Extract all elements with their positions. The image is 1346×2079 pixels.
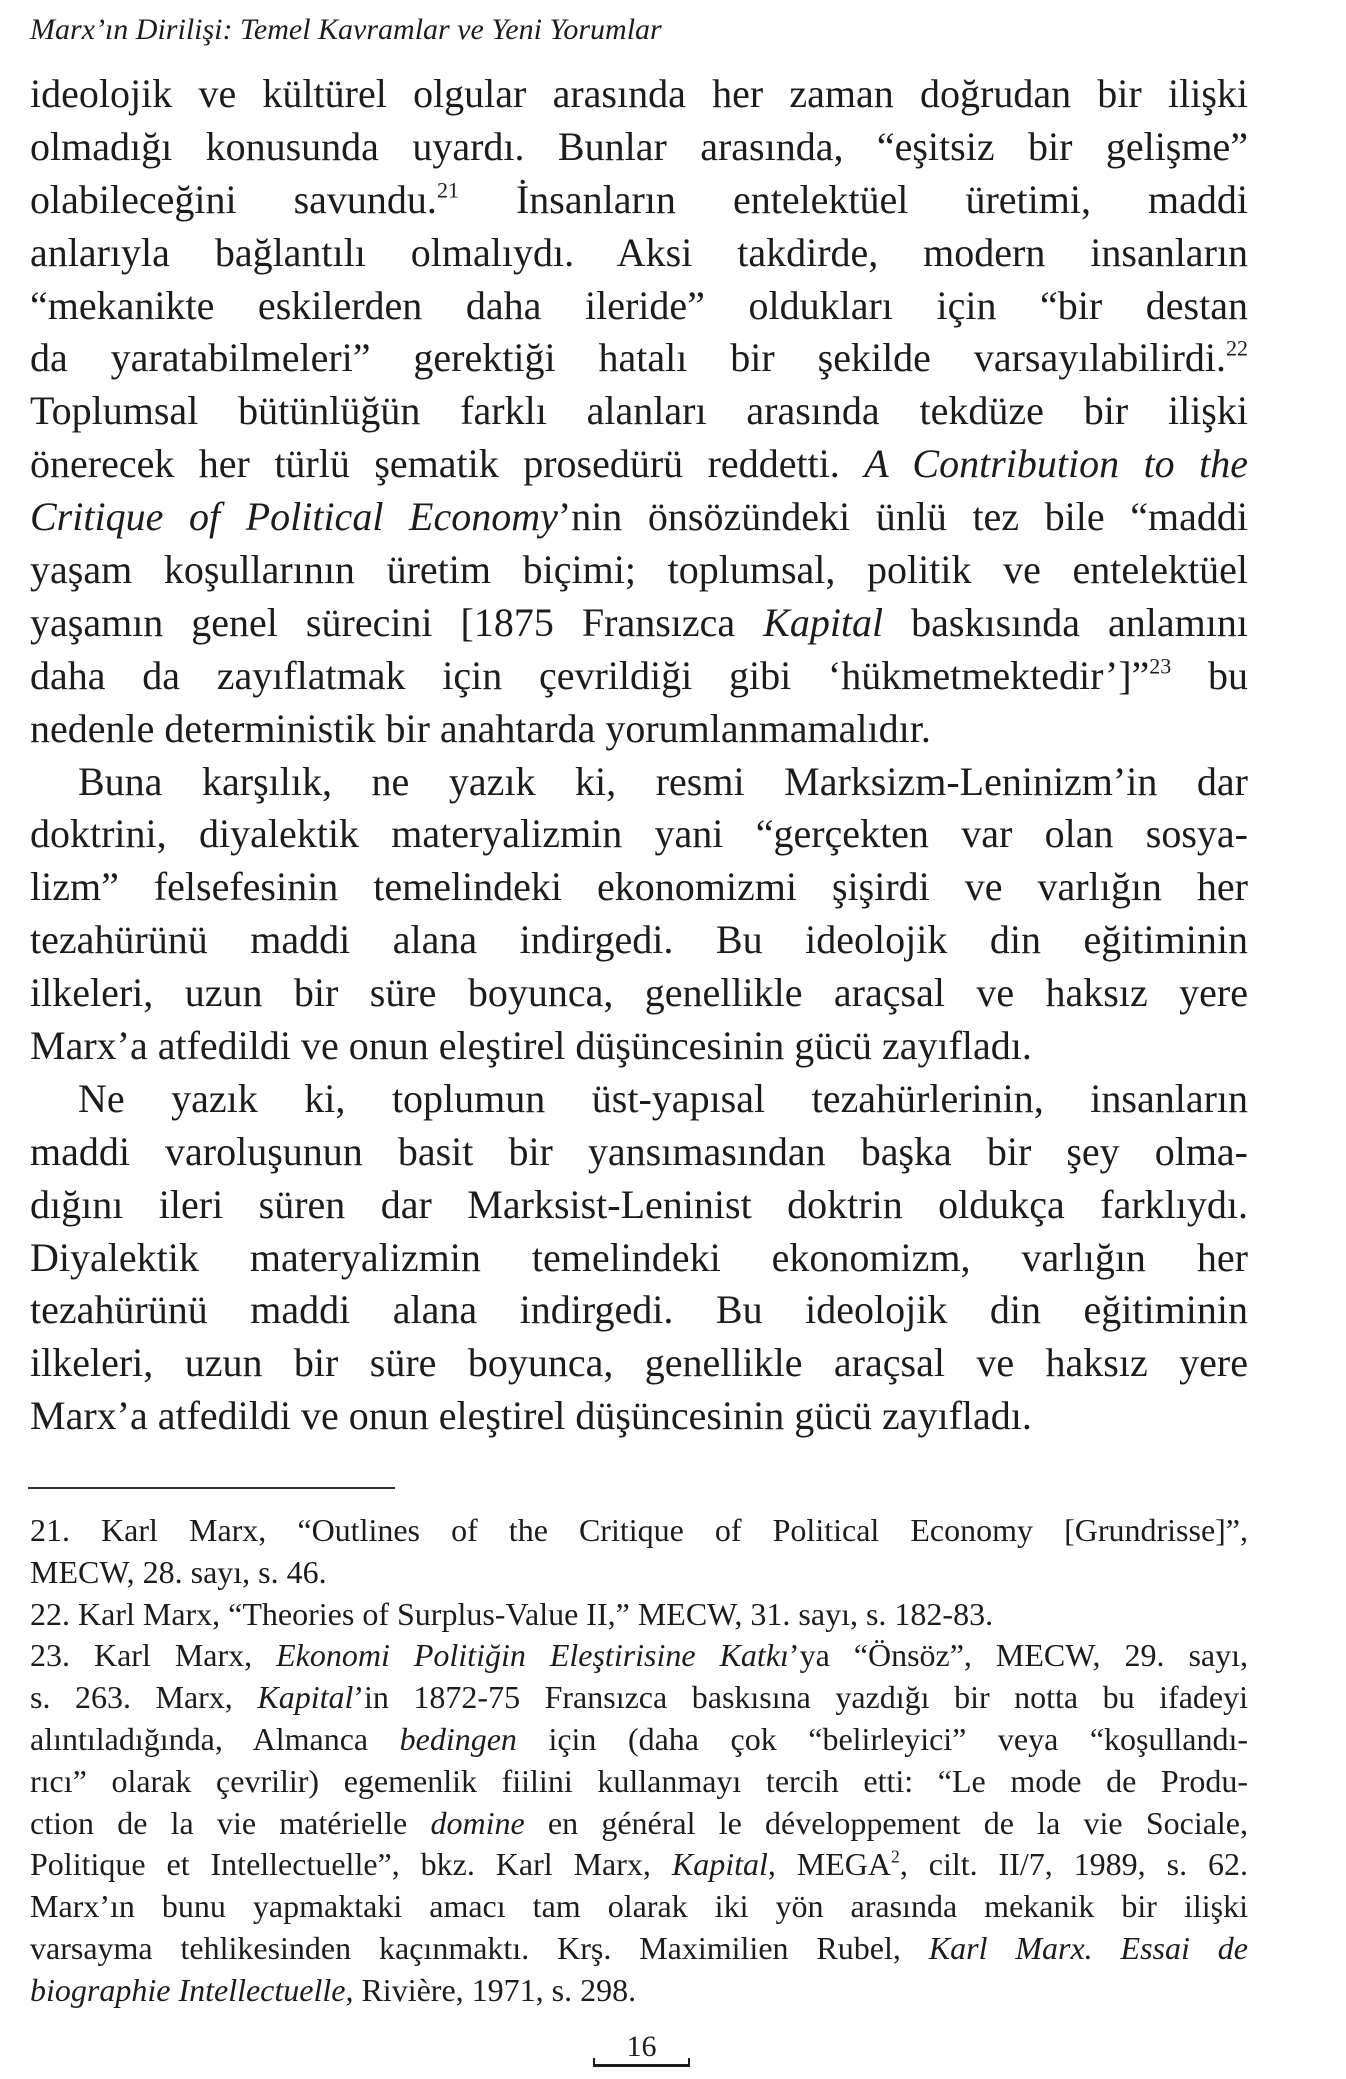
footnotes <box>30 1510 1248 2012</box>
text-run: ideolojik ve kültürel olgular arasında her zaman doğrudan bir ilişki <box>30 71 1248 116</box>
text-run: İnsanların entelektüel üretimi, maddi <box>458 176 1248 222</box>
italic-text: Critique of Political Economy <box>30 494 558 540</box>
footnote-ref: 23 <box>1149 653 1172 679</box>
text-run: için (daha çok “belirleyici” veya “koşullandı- <box>516 1720 1248 1757</box>
text-run: Marx’ın bunu yapmaktaki amacı tam olarak iki yön arasında mekanik bir ilişki <box>30 1888 1248 1925</box>
text-run: varsayma tehlikesinden kaçınmaktı. Krş. Maximilien Rubel, <box>30 1929 929 1966</box>
italic-text: biographie Intellectuelle, <box>30 1971 354 2008</box>
text-run: 21. Karl Marx, “Outlines of the Critique of Political Economy [Grundrisse]”, <box>30 1512 1248 1548</box>
italic-text: Karl Marx. Essai de <box>928 1929 1248 1966</box>
body-line <box>30 280 1248 333</box>
footnote-line <box>30 1844 1248 1886</box>
text-run: yaşam koşullarının üretim biçimi; toplumsal, politik ve entelektüel <box>30 547 1248 593</box>
text-run: ilkeleri, uzun bir süre boyunca, genellikle araçsal ve haksız yere <box>30 970 1248 1016</box>
text-run: ’nin önsözündeki ünlü tez bile “maddi <box>557 494 1248 540</box>
footnote-line <box>30 1886 1248 1928</box>
italic-text: Ekonomi Politiğin Eleştirisine Katkı <box>276 1637 789 1674</box>
text-run: önerecek her türlü şematik prosedürü reddetti. <box>30 441 865 487</box>
body-line <box>30 174 1248 227</box>
text-run: olabileceğini savundu. <box>30 176 437 222</box>
body-line <box>30 756 1248 809</box>
footnote-ref: 2 <box>891 1847 900 1868</box>
body-line <box>30 1179 1248 1232</box>
body-line <box>30 914 1248 967</box>
body-line <box>30 385 1248 438</box>
text-run: doktrini, diyalektik materyalizmin yani “gerçekten var olan sosya- <box>30 811 1248 857</box>
text-run: MECW, 28. sayı, s. 46. <box>30 1553 327 1590</box>
text-run: alıntıladığında, Almanca <box>30 1720 400 1757</box>
text-run: Rivière, 1971, s. 298. <box>353 1971 637 2008</box>
footnote-ref: 22 <box>1226 336 1248 362</box>
body-line <box>30 808 1248 861</box>
body-line <box>30 121 1248 174</box>
text-run: ’in 1872-75 Fransızca baskısına yazdığı bir notta bu ifadeyi <box>353 1679 1248 1716</box>
text-run: Politique et Intellectuelle”, bkz. Karl Marx, <box>30 1846 672 1883</box>
text-run: Ne yazık ki, toplumun üst-yapısal tezahürlerinin, insanların <box>78 1075 1248 1121</box>
footnote-separator <box>28 1487 395 1489</box>
text-run: olmadığı konusunda uyardı. Bunlar arasında, “eşitsiz bir gelişme” <box>30 123 1248 169</box>
text-run: tezahürünü maddi alana indirgedi. Bu ideolojik din eğitiminin <box>30 917 1248 963</box>
text-run: Buna karşılık, ne yazık ki, resmi Marksizm-Leninizm’in dar <box>78 758 1248 804</box>
italic-text: A Contribution to the <box>864 441 1248 487</box>
body-line <box>30 438 1248 491</box>
text-run: dığını ileri süren dar Marksist-Leninist doktrin oldukça farklıydı. <box>30 1181 1248 1227</box>
text-run: ction de la vie matérielle <box>30 1804 431 1841</box>
text-run: ilkeleri, uzun bir süre boyunca, genellikle araçsal ve haksız yere <box>30 1340 1248 1386</box>
page-number-bracket <box>593 2058 690 2067</box>
text-run: Toplumsal bütünlüğün farklı alanları arasında tekdüze bir ilişki <box>30 388 1248 434</box>
body-line <box>30 332 1248 385</box>
italic-text: bedingen <box>399 1720 517 1757</box>
footnote-line <box>30 1594 1248 1636</box>
text-run: da yaratabilmeleri” gerektiği hatalı bir şekilde varsayılabilirdi. <box>30 335 1226 381</box>
text-run: Marx’a atfedildi ve onun eleştirel düşüncesinin gücü zayıfladı. <box>30 1393 1032 1439</box>
footnote-line <box>30 1928 1248 1970</box>
text-run: rıcı” olarak çevrilir) egemenlik fiilini kullanmayı tercih etti: “Le mode de Produ- <box>30 1762 1248 1799</box>
body-line <box>30 967 1248 1020</box>
text-run: anlarıyla bağlantılı olmalıydı. Aksi takdirde, modern insanların <box>30 229 1248 275</box>
text-run: , cilt. II/7, 1989, s. 62. <box>899 1846 1248 1883</box>
text-run: , MEGA <box>767 1846 892 1883</box>
italic-text: Kapital <box>763 599 884 645</box>
footnote-line <box>30 1635 1248 1677</box>
running-header: Marx’ın Dirilişi: Temel Kavramlar ve Yeni Yorumlar <box>30 13 662 46</box>
body-line <box>30 1126 1248 1179</box>
body-line <box>30 1284 1248 1337</box>
italic-text: Kapital <box>257 1679 354 1716</box>
text-run: 22. Karl Marx, “Theories of Surplus-Value II,” MECW, 31. sayı, s. 182-83. <box>30 1595 994 1632</box>
body-line <box>30 1390 1248 1443</box>
body-line <box>30 703 1248 756</box>
body-line <box>30 861 1248 914</box>
footnote-line <box>30 1510 1248 1552</box>
body-line <box>30 597 1248 650</box>
text-run: en général le développement de la vie Sociale, <box>524 1804 1248 1841</box>
text-run: maddi varoluşunun basit bir yansımasından başka bir şey olma- <box>30 1128 1248 1174</box>
page-number: 16 <box>626 2030 657 2063</box>
footnote-line <box>30 1970 1248 2012</box>
footnote-line <box>30 1677 1248 1719</box>
text-run: s. 263. Marx, <box>30 1679 258 1716</box>
body-line <box>30 1232 1248 1285</box>
text-run: bu <box>1171 652 1248 698</box>
text-run: lizm” felsefesinin temelindeki ekonomizmi şişirdi ve varlığın her <box>30 864 1248 910</box>
text-run: ’ya “Önsöz”, MECW, 29. sayı, <box>788 1637 1248 1674</box>
body-line <box>30 68 1248 121</box>
footnote-ref: 21 <box>436 177 459 203</box>
text-run: “mekanikte eskilerden daha ileride” oldukları için “bir destan <box>30 282 1248 328</box>
text-run: tezahürünü maddi alana indirgedi. Bu ideolojik din eğitiminin <box>30 1287 1248 1333</box>
italic-text: domine <box>430 1804 525 1841</box>
body-line <box>30 1073 1248 1126</box>
text-run: nedenle deterministik bir anahtarda yorumlanmamalıdır. <box>30 705 931 751</box>
body-line <box>30 227 1248 280</box>
text-run: baskısında anlamını <box>883 599 1248 645</box>
body-text <box>30 68 1248 1443</box>
text-run: daha da zayıflatmak için çevrildiği gibi ‘hükmetmektedir’]” <box>30 652 1150 698</box>
footnote-line <box>30 1761 1248 1803</box>
italic-text: Kapital <box>671 1846 768 1883</box>
body-line <box>30 544 1248 597</box>
body-line <box>30 491 1248 544</box>
text-run: Diyalektik materyalizmin temelindeki ekonomizm, varlığın her <box>30 1234 1248 1280</box>
body-line <box>30 650 1248 703</box>
text-run: Marx’a atfedildi ve onun eleştirel düşüncesinin gücü zayıfladı. <box>30 1023 1032 1069</box>
text-run: yaşamın genel sürecini [1875 Fransızca <box>30 599 764 645</box>
footnote-line <box>30 1552 1248 1594</box>
body-line <box>30 1020 1248 1073</box>
text-run: 23. Karl Marx, <box>30 1637 277 1674</box>
footnote-line <box>30 1803 1248 1845</box>
body-line <box>30 1337 1248 1390</box>
footnote-line <box>30 1719 1248 1761</box>
